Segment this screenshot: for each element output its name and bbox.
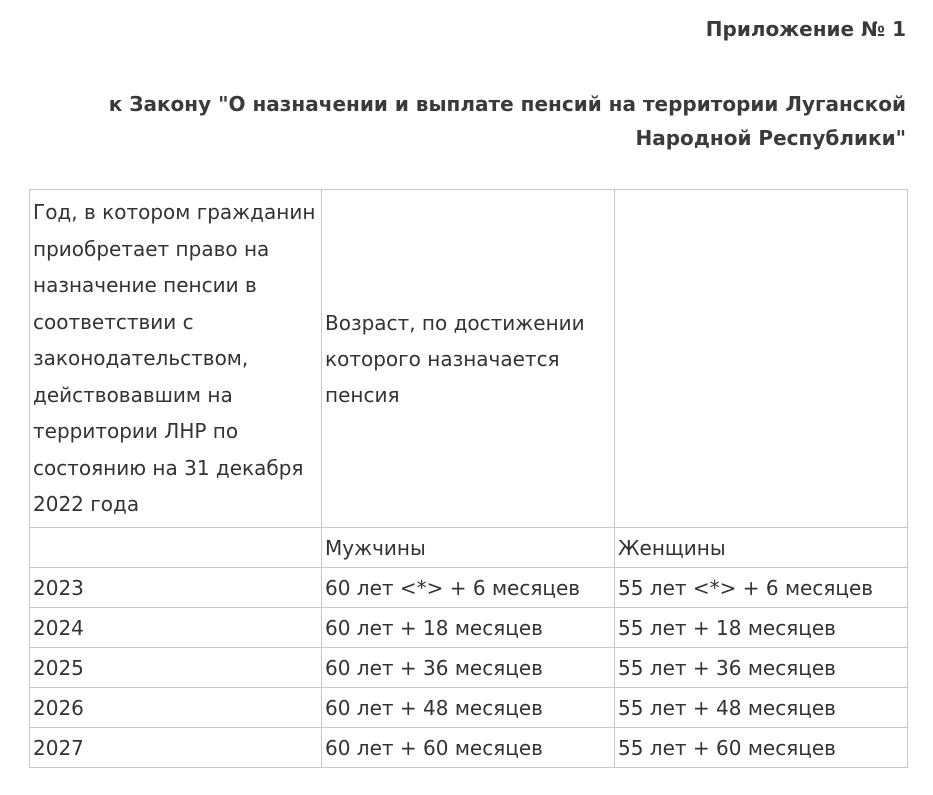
- women-age-cell: 55 лет <*> + 6 месяцев: [615, 568, 908, 608]
- men-age-cell: 60 лет + 18 месяцев: [322, 608, 615, 648]
- gender-row: [30, 528, 908, 568]
- law-title: к Закону "О назначении и выплате пенсий на территории Луганской Народной Республики": [108, 92, 906, 150]
- year-cell: 2027: [30, 728, 322, 768]
- pension-age-table: [29, 189, 908, 768]
- women-age-cell: 55 лет + 48 месяцев: [615, 688, 908, 728]
- men-age-cell: 60 лет + 48 месяцев: [322, 688, 615, 728]
- table-row: [30, 648, 908, 688]
- men-age-cell: 60 лет + 36 месяцев: [322, 648, 615, 688]
- year-cell: 2025: [30, 648, 322, 688]
- table-row: [30, 568, 908, 608]
- table-row: [30, 728, 908, 768]
- year-column-header: Год, в котором гражданин приобретает право на назначение пенсии в соответствии с законодательством, действовавшим на территории ЛНР по состоянию на 31 декабря 2022 года: [30, 190, 322, 528]
- women-age-cell: 55 лет + 18 месяцев: [615, 608, 908, 648]
- women-age-cell: 55 лет + 36 месяцев: [615, 648, 908, 688]
- table-row: [30, 608, 908, 648]
- men-label: Мужчины: [322, 528, 615, 568]
- men-age-cell: 60 лет + 60 месяцев: [322, 728, 615, 768]
- men-age-cell: 60 лет <*> + 6 месяцев: [322, 568, 615, 608]
- year-cell: 2023: [30, 568, 322, 608]
- age-column-header: Возраст, по достижении которого назначается пенсия: [322, 190, 615, 528]
- table-row: [30, 688, 908, 728]
- empty-gender-cell: [30, 528, 322, 568]
- appendix-title: Приложение № 1: [705, 17, 906, 41]
- year-cell: 2026: [30, 688, 322, 728]
- women-label: Женщины: [615, 528, 908, 568]
- table-header-row: [30, 190, 908, 528]
- year-cell: 2024: [30, 608, 322, 648]
- empty-header-cell: [615, 190, 908, 528]
- women-age-cell: 55 лет + 60 месяцев: [615, 728, 908, 768]
